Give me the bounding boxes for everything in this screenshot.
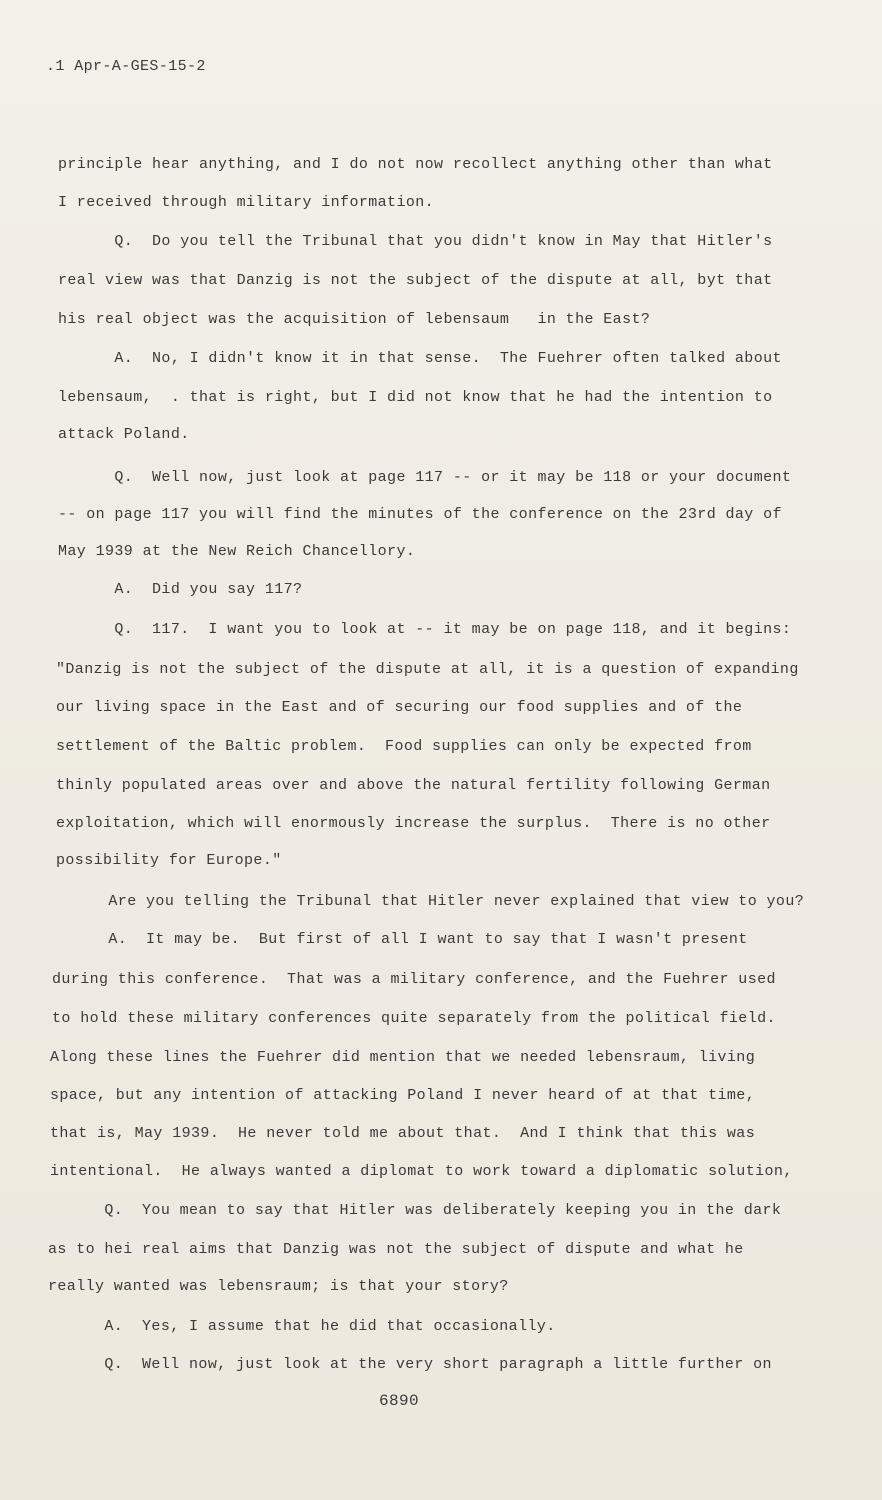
text-line: Q. Well now, just look at page 117 -- or it may be 118 or your document <box>58 469 792 486</box>
text-line: A. Did you say 117? <box>58 581 303 598</box>
text-line: attack Poland. <box>58 426 190 443</box>
text-line: A. No, I didn't know it in that sense. The Fuehrer often talked about <box>58 350 782 367</box>
text-line: during this conference. That was a military conference, and the Fuehrer used <box>52 971 776 988</box>
text-line: intentional. He always wanted a diplomat to work toward a diplomatic solution, <box>50 1163 793 1180</box>
text-line: that is, May 1939. He never told me about that. And I think that this was <box>50 1125 756 1142</box>
text-line: Q. Do you tell the Tribunal that you didn't know in May that Hitler's <box>58 233 773 250</box>
text-line: Q. You mean to say that Hitler was deliberately keeping you in the dark <box>48 1202 782 1219</box>
text-line: -- on page 117 you will find the minutes of the conference on the 23rd day of <box>58 506 782 523</box>
text-line: settlement of the Baltic problem. Food supplies can only be expected from <box>56 738 752 755</box>
text-line: lebensaum, . that is right, but I did not know that he had the intention to <box>58 389 773 406</box>
page-number: 6890 <box>379 1392 420 1410</box>
text-line: A. Yes, I assume that he did that occasionally. <box>48 1318 556 1335</box>
text-line: Along these lines the Fuehrer did mention that we needed lebensraum, living <box>50 1049 756 1066</box>
text-line: A. It may be. But first of all I want to say that I wasn't present <box>52 931 748 948</box>
text-line: exploitation, which will enormously increase the surplus. There is no other <box>56 815 771 832</box>
text-line: space, but any intention of attacking Poland I never heard of at that time, <box>50 1087 756 1104</box>
text-line: our living space in the East and of securing our food supplies and of the <box>56 699 743 716</box>
text-line: as to hei real aims that Danzig was not the subject of dispute and what he <box>48 1241 744 1258</box>
text-line: real view was that Danzig is not the subject of the dispute at all, byt that <box>58 272 773 289</box>
text-line: Are you telling the Tribunal that Hitler never explained that view to you? <box>52 893 805 910</box>
document-reference: .1 Apr-A-GES-15-2 <box>46 58 206 75</box>
text-line: May 1939 at the New Reich Chancellory. <box>58 543 416 560</box>
text-line: principle hear anything, and I do not now recollect anything other than what <box>58 156 773 173</box>
text-line: I received through military information. <box>58 194 435 211</box>
text-line: to hold these military conferences quite separately from the political field. <box>52 1010 776 1027</box>
text-line: "Danzig is not the subject of the dispute at all, it is a question of expanding <box>56 661 799 678</box>
text-line: Q. Well now, just look at the very short paragraph a little further on <box>48 1356 772 1373</box>
text-line: his real object was the acquisition of lebensaum in the East? <box>58 311 651 328</box>
text-line: really wanted was lebensraum; is that your story? <box>48 1278 509 1295</box>
text-line: possibility for Europe." <box>56 852 282 869</box>
text-line: thinly populated areas over and above the natural fertility following German <box>56 777 771 794</box>
text-line: Q. 117. I want you to look at -- it may be on page 118, and it begins: <box>58 621 792 638</box>
